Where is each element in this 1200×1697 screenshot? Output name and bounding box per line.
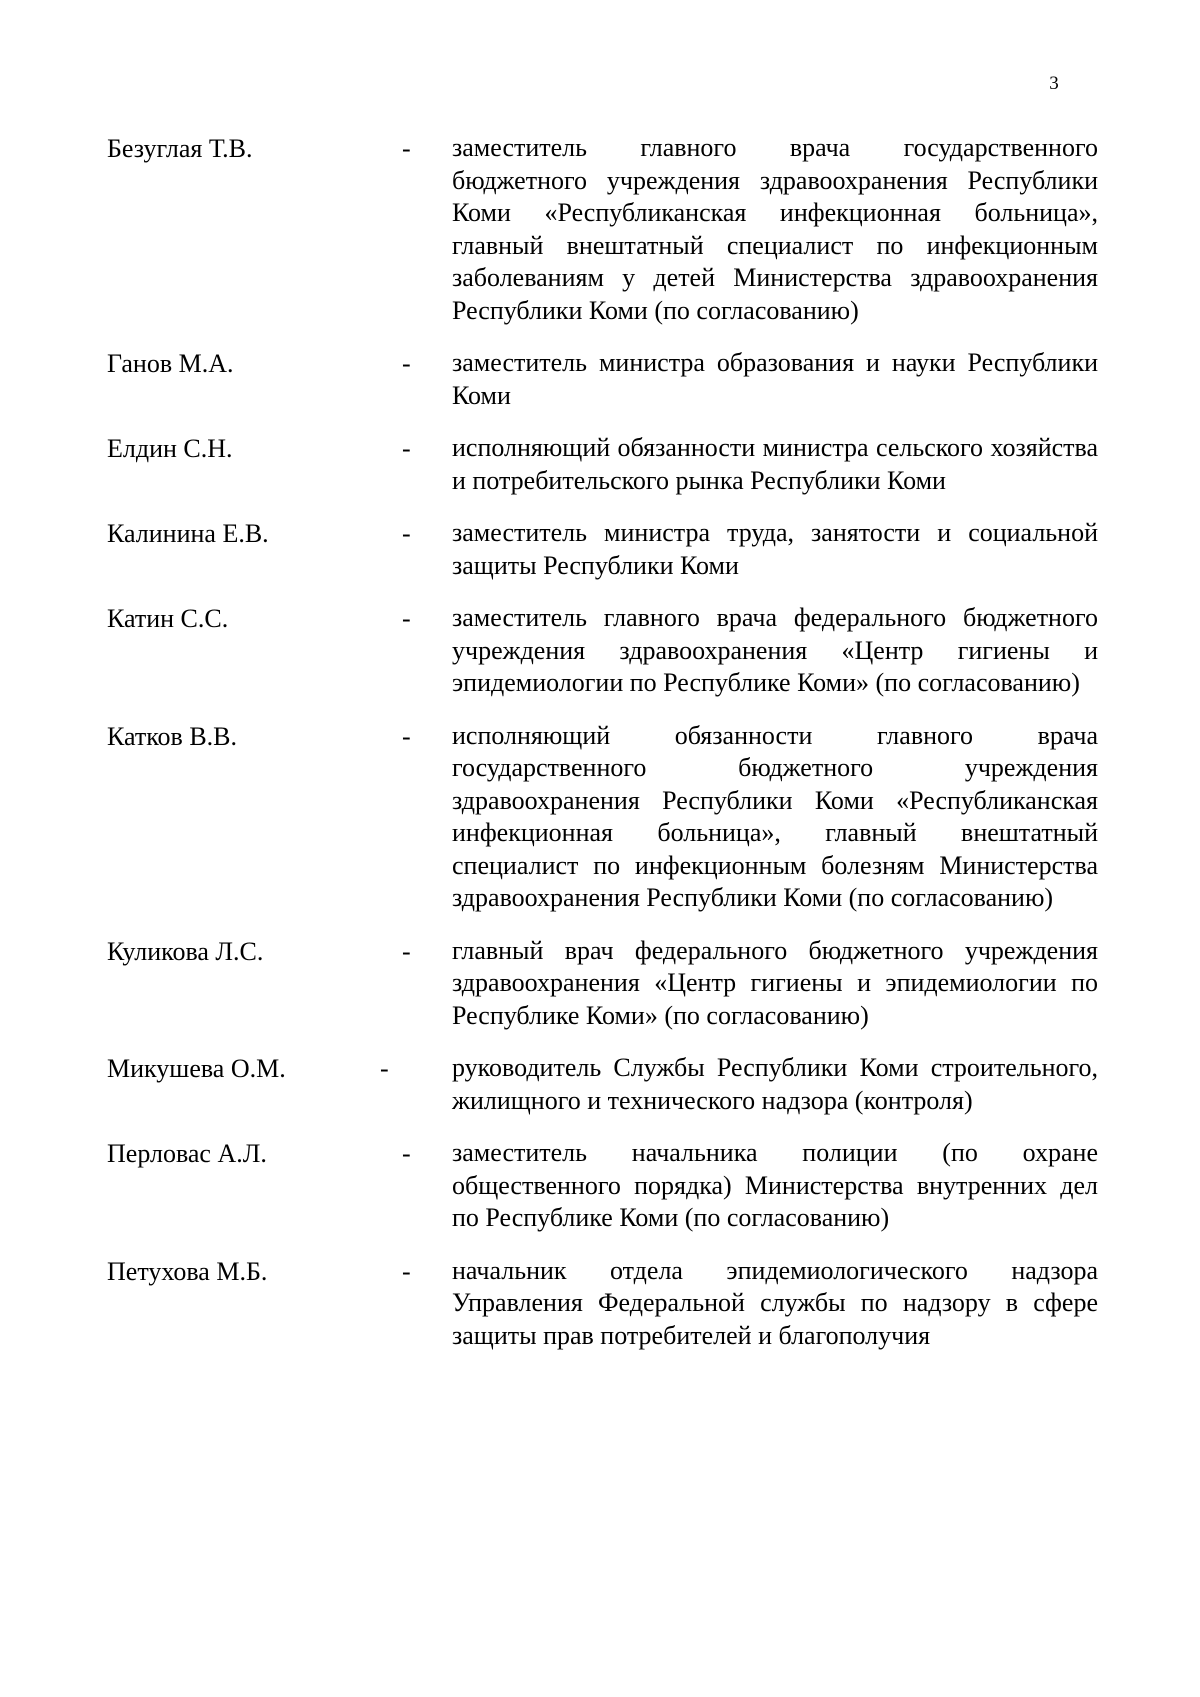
- member-position: заместитель начальника полиции (по охране общественного порядка) Министерства внутренних дел по Республике Коми (по согласованию): [452, 1138, 1098, 1232]
- member-dash: -: [402, 519, 411, 548]
- member-entry: [0, 1137, 1200, 1235]
- member-name: Ганов М.А.: [107, 349, 234, 378]
- member-entry: [0, 935, 1200, 1033]
- member-entry: [0, 1255, 1200, 1353]
- member-name: Безуглая Т.В.: [107, 134, 253, 163]
- member-entry: [0, 347, 1200, 412]
- member-position: исполняющий обязанности министра сельского хозяйства и потребительского рынка Республики Коми: [452, 433, 1098, 495]
- member-name: Елдин С.Н.: [107, 434, 233, 463]
- member-name: Катков В.В.: [107, 721, 237, 751]
- member-dash: -: [402, 936, 411, 966]
- member-position: заместитель главного врача государственного бюджетного учреждения здравоохранения Республики Коми «Республиканская инфекционная больница», главный внештатный специалист по инфекционным заболеваниям у детей Министерства здравоохранения Республики Коми (по согласованию): [452, 133, 1098, 325]
- member-name: Куликова Л.С.: [107, 936, 264, 966]
- member-position: заместитель главного врача федерального бюджетного учреждения здравоохранения «Центр гигиены и эпидемиологии по Республике Коми» (по согласованию): [452, 603, 1098, 697]
- member-dash: -: [402, 434, 411, 463]
- member-entry: [0, 720, 1200, 915]
- member-entry: [0, 602, 1200, 700]
- member-position: заместитель министра образования и науки Республики Коми: [452, 348, 1098, 410]
- member-name: Петухова М.Б.: [107, 1256, 268, 1286]
- member-entry: [0, 132, 1200, 327]
- member-dash: -: [380, 1054, 389, 1083]
- member-name: Микушева О.М.: [107, 1054, 286, 1083]
- member-position: начальник отдела эпидемиологического надзора Управления Федеральной службы по надзору в сфере защиты прав потребителей и благополучия: [452, 1255, 1098, 1350]
- member-position: руководитель Службы Республики Коми строительного, жилищного и технического надзора (контроля): [452, 1053, 1098, 1115]
- member-name: Катин С.С.: [107, 604, 229, 633]
- member-position: главный врач федерального бюджетного учреждения здравоохранения «Центр гигиены и эпидемиологии по Республике Коми» (по согласованию): [452, 935, 1098, 1030]
- member-position: исполняющий обязанности главного врача государственного бюджетного учреждения здравоохранения Республики Коми «Республиканская инфекционная больница», главный внештатный специалист по инфекционным болезням Министерства здравоохранения Республики Коми (по согласованию): [452, 720, 1098, 912]
- member-dash: -: [402, 1139, 411, 1168]
- page-number: 3: [1049, 73, 1059, 94]
- member-dash: -: [402, 349, 411, 378]
- member-position: заместитель министра труда, занятости и социальной защиты Республики Коми: [452, 518, 1098, 580]
- commission-member-list: [0, 132, 1200, 1372]
- member-dash: -: [402, 604, 411, 633]
- member-entry: [0, 517, 1200, 582]
- member-entry: [0, 1052, 1200, 1117]
- member-name: Калинина Е.В.: [107, 519, 269, 548]
- member-dash: -: [402, 134, 411, 163]
- member-name: Перловас А.Л.: [107, 1139, 267, 1168]
- member-dash: -: [402, 721, 411, 751]
- member-entry: [0, 432, 1200, 497]
- member-dash: -: [402, 1256, 411, 1286]
